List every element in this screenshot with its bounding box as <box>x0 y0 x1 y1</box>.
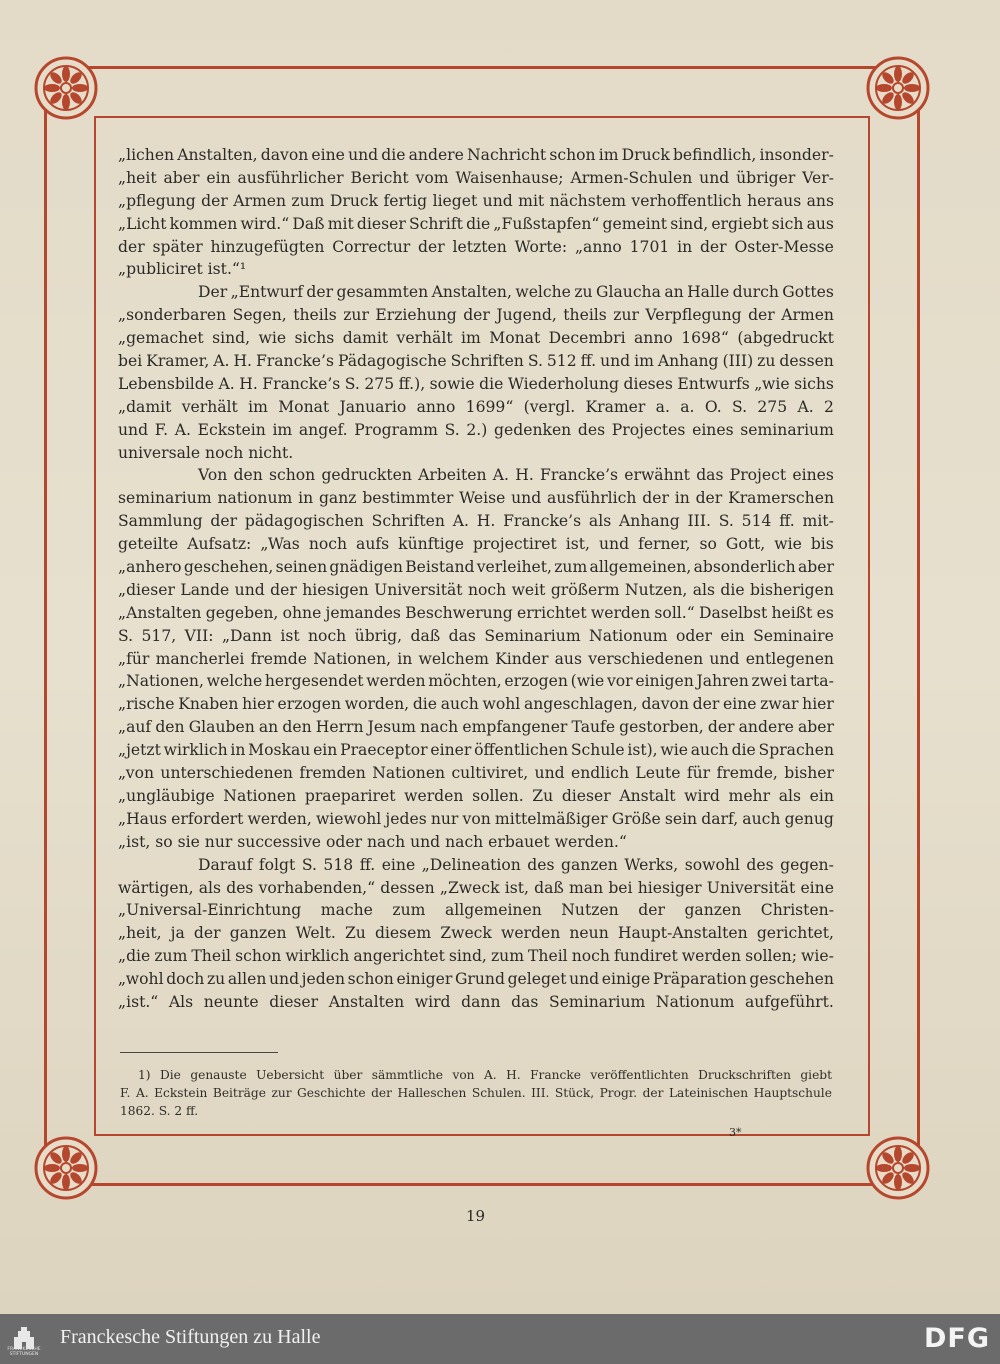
page-number: 19 <box>466 1207 486 1225</box>
footnote-divider <box>120 1052 278 1053</box>
text-line: und F. A. Eckstein im angef. Programm S. 2.) gedenken des Projectes eines seminarium <box>118 420 834 439</box>
text-line: „für mancherlei fremde Nationen, in welchem Kinder aus verschiedenen und entlegenen <box>118 649 834 668</box>
footnote-line: 1862. S. 2 ff. <box>120 1104 199 1118</box>
text-line: „heit, ja der ganzen Welt. Zu diesem Zweck werden neun Haupt-Anstalten gerichtet, <box>118 924 834 943</box>
text-line: „Nationen, welche hergesendet werden möchten, erzogen (wie vor einigen Jahren zwei tarta- <box>118 672 834 691</box>
text-line: Darauf folgt S. 518 ff. eine „Delineation des ganzen Werks, sowohl des gegen- <box>198 855 834 874</box>
text-line: wärtigen, als des vorhabenden,“ dessen „Zweck ist, daß man bei hiesiger Universität eine <box>118 878 834 897</box>
text-line: geteilte Aufsatz: „Was noch aufs künftige projectiret ist, und ferner, so Gott, wie bis <box>118 535 834 554</box>
footnote-line: 1) Die genauste Uebersicht über sämmtliche von A. H. Francke veröffentlichten Druckschriften giebt <box>138 1068 832 1082</box>
text-line: „ist.“ Als neunte dieser Anstalten wird dann das Seminarium Nationum aufgeführt. <box>118 992 834 1011</box>
text-line: Sammlung der pädagogischen Schriften A. H. Francke’s als Anhang III. S. 514 ff. mit- <box>118 512 834 531</box>
text-line: „gemachet sind, wie sichs damit verhält im Monat Decembri anno 1698“ (abgedruckt <box>118 329 834 348</box>
corner-rosette-ornament <box>26 1128 106 1208</box>
text-line: „die zum Theil schon wirklich angerichtet sind, zum Theil noch fundiret werden sollen; wie- <box>118 947 834 966</box>
text-line: „von unterschiedenen fremden Nationen cultiviret, und endlich Leute für fremde, bisher <box>118 764 834 783</box>
dfg-logo[interactable]: DFG <box>923 1323 990 1354</box>
text-line: „jetzt wirklich in Moskau ein Praeceptor einer öffentlichen Schule ist), wie auch die Sprachen <box>118 741 834 760</box>
text-line: „pflegung der Armen zum Druck fertig lieget und mit nächstem verhoffentlich heraus ans <box>118 191 834 210</box>
text-line: S. 517, VII: „Dann ist noch übrig, daß das Seminarium Nationum oder ein Seminaire <box>118 626 834 645</box>
text-line: seminarium nationum in ganz bestimmter Weise und ausführlich der in der Kramerschen <box>118 489 834 508</box>
body-text <box>118 144 834 1014</box>
text-line: „anhero geschehen, seinen gnädigen Beistand verleihet, zum allgemeinen, absonderlich aber <box>118 558 834 577</box>
text-line: „heit aber ein ausführlicher Bericht vom Waisenhause; Armen-Schulen und übriger Ver- <box>118 168 834 187</box>
text-line: „Haus erfordert werden, wiewohl jedes nur von mittelmäßiger Größe sein darf, auch genug <box>118 809 834 828</box>
signature-mark: 3* <box>729 1126 742 1139</box>
logo-caption: FRANCKESCHE STIFTUNGEN <box>7 1347 41 1357</box>
text-line: Lebensbilde A. H. Francke’s S. 275 ff.), sowie die Wiederholung dieses Entwurfs „wie sichs <box>118 374 834 393</box>
text-line: „sonderbaren Segen, theils zur Erziehung der Jugend, theils zur Verpflegung der Armen <box>118 306 834 325</box>
text-line: „Anstalten gegeben, ohne jemandes Beschwerung errichtet werden soll.“ Daselbst heißt es <box>118 603 834 622</box>
text-line: „damit verhält im Monat Januario anno 1699“ (vergl. Kramer a. a. O. S. 275 A. 2 <box>118 397 834 416</box>
text-line: universale noch nicht. <box>118 443 294 462</box>
text-line: „ist, so sie nur successive oder nach und nach erbauet werden.“ <box>118 832 627 851</box>
text-line: bei Kramer, A. H. Francke’s Pädagogische Schriften S. 512 ff. und im Anhang (III) zu dessen <box>118 352 834 371</box>
text-line: „wohl doch zu allen und jeden schon einiger Grund geleget und einige Präparation geschehen <box>118 970 834 989</box>
corner-rosette-ornament <box>26 48 106 128</box>
text-line: „ungläubige Nationen praepariret werden sollen. Zu dieser Anstalt wird mehr als ein <box>118 786 834 805</box>
text-line: Der „Entwurf der gesammten Anstalten, welche zu Glaucha an Halle durch Gottes <box>198 283 834 302</box>
viewer-footer-bar <box>0 1314 1000 1364</box>
text-line: „lichen Anstalten, davon eine und die andere Nachricht schon im Druck befindlich, insonder- <box>118 146 834 164</box>
footnote-line: F. A. Eckstein Beiträge zur Geschichte der Halleschen Schulen. III. Stück, Progr. der Lateinischen Hauptschule <box>120 1086 832 1100</box>
text-line: „Licht kommen wird.“ Daß mit dieser Schrift die „Fußstapfen“ gemeint sind, ergiebt sich aus <box>118 214 834 233</box>
text-line: „publiciret ist.“¹ <box>118 260 247 279</box>
footnote <box>120 1066 832 1120</box>
text-line: der später hinzugefügten Correctur der letzten Worte: „anno 1701 in der Oster-Messe <box>118 237 834 256</box>
text-line: „dieser Lande und der hiesigen Universität noch weit größerm Nutzen, als die bisherigen <box>118 580 834 599</box>
text-line: „rische Knaben hier erzogen worden, die auch wohl angeschlagen, davon der eine zwar hier <box>118 695 834 714</box>
provider-link[interactable]: Franckesche Stiftungen zu Halle <box>60 1326 321 1348</box>
text-line: Von den schon gedruckten Arbeiten A. H. Francke’s erwähnt das Project eines <box>198 466 834 485</box>
corner-rosette-ornament <box>858 1128 938 1208</box>
text-line: „auf den Glauben an den Herrn Jesum nach empfangener Taufe gestorben, der andere aber <box>118 718 834 737</box>
corner-rosette-ornament <box>858 48 938 128</box>
text-line: „Universal-Einrichtung mache zum allgemeinen Nutzen der ganzen Christen- <box>118 901 834 920</box>
